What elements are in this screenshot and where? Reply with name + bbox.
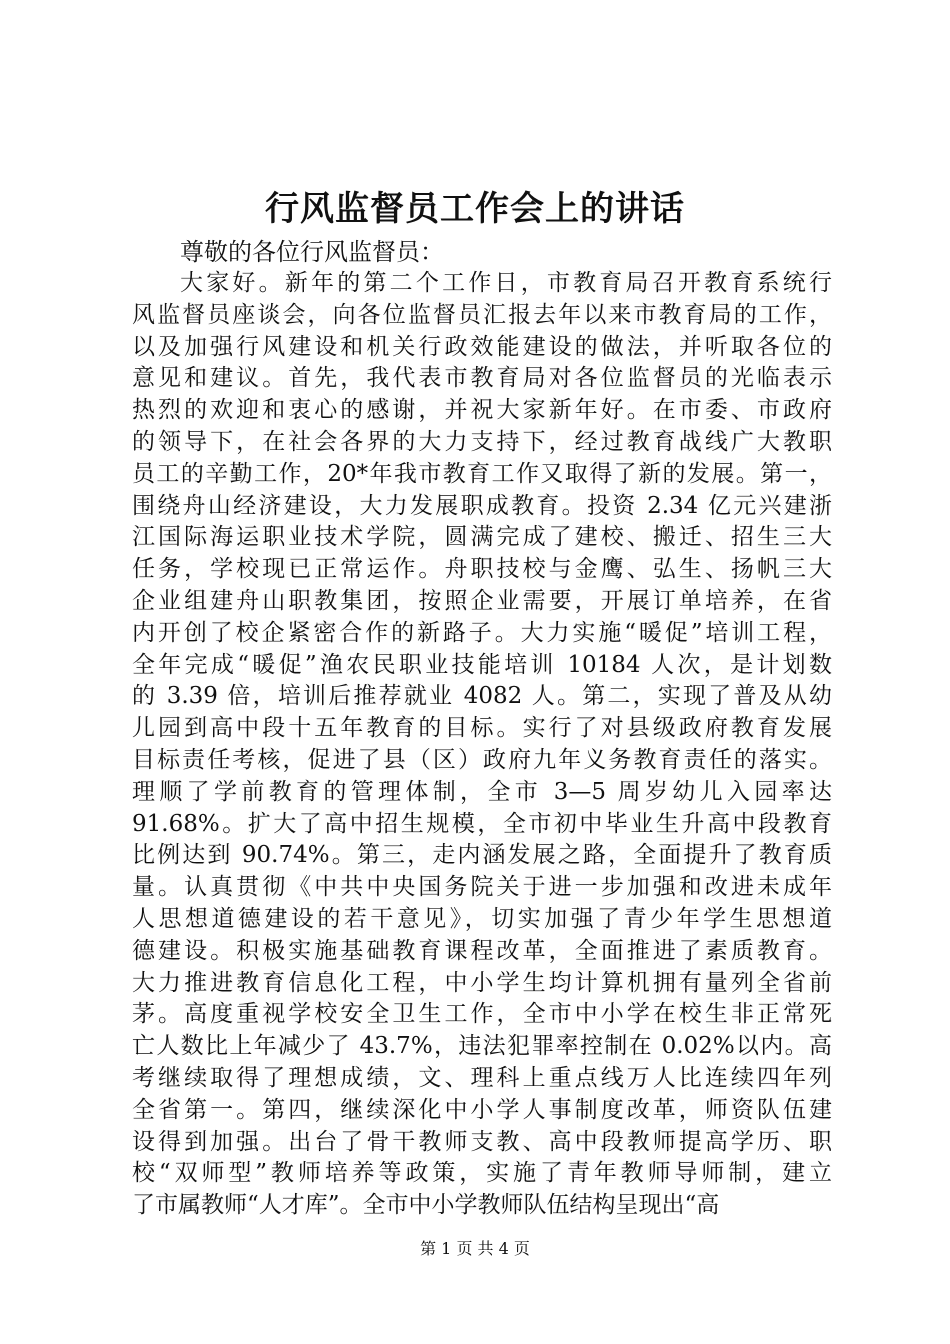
body-line: 围绕舟山经济建设，大力发展职成教育。投资 2.34 亿元兴建浙: [132, 492, 832, 519]
body-line: 大力推进教育信息化工程，中小学生均计算机拥有量列全省前: [132, 969, 832, 996]
body-line: 全省第一。第四，继续深化中小学人事制度改革，师资队伍建: [132, 1096, 832, 1123]
body-line: 儿园到高中段十五年教育的目标。实行了对县级政府教育发展: [132, 715, 832, 742]
body-line: 以及加强行风建设和机关行政效能建设的做法，并听取各位的: [132, 333, 832, 360]
body-line: 茅。高度重视学校安全卫生工作，全市中小学在校生非正常死: [132, 1001, 832, 1028]
body-line: 员工的辛勤工作，20*年我市教育工作又取得了新的发展。第一，: [132, 460, 832, 487]
body-line: 风监督员座谈会，向各位监督员汇报去年以来市教育局的工作，: [132, 301, 832, 328]
body-line: 目标责任考核，促进了县（区）政府九年义务教育责任的落实。: [132, 746, 832, 773]
body-line: 的 3.39 倍，培训后推荐就业 4082 人。第二，实现了普及从幼: [132, 683, 832, 710]
body-line: 全年完成“暖促”渔农民职业技能培训 10184 人次，是计划数: [132, 651, 832, 678]
body-line: 企业组建舟山职教集团，按照企业需要，开展订单培养，在省: [132, 587, 832, 614]
page-number: 第 1 页 共 4 页: [420, 1239, 530, 1258]
body-line: 的领导下，在社会各界的大力支持下，经过教育战线广大教职: [132, 428, 832, 455]
body-line: 人思想道德建设的若干意见》，切实加强了青少年学生思想道: [132, 905, 832, 932]
body-line: 考继续取得了理想成绩，文、理科上重点线万人比连续四年列: [132, 1064, 832, 1091]
body-line: 设得到加强。出台了骨干教师支教、高中段教师提高学历、职: [132, 1128, 832, 1155]
body-line: 意见和建议。首先，我代表市教育局对各位监督员的光临表示: [132, 365, 832, 392]
body-line: 德建设。积极实施基础教育课程改革，全面推进了素质教育。: [132, 937, 832, 964]
body-line: 量。认真贯彻《中共中央国务院关于进一步加强和改进未成年: [132, 874, 832, 901]
body-line: 内开创了校企紧密合作的新路子。大力实施“暖促”培训工程，: [132, 619, 832, 646]
body-line: 比例达到 90.74%。第三，走内涵发展之路，全面提升了教育质: [132, 842, 832, 869]
body-line: 亡人数比上年减少了 43.7%，违法犯罪率控制在 0.02%以内。高: [132, 1033, 832, 1060]
body-line: 大家好。新年的第二个工作日，市教育局召开教育系统行: [180, 270, 832, 296]
body-line: 任务，学校现已正常运作。舟职技校与金鹰、弘生、扬帆三大: [132, 556, 832, 583]
body-line: 了市属教师“人才库”。全市中小学教师队伍结构呈现出“高: [132, 1192, 720, 1219]
body-line: 热烈的欢迎和衷心的感谢，并祝大家新年好。在市委、市政府: [132, 397, 832, 424]
body-line: 江国际海运职业技术学院，圆满完成了建校、搬迁、招生三大: [132, 524, 832, 551]
document-title: 行风监督员工作会上的讲话: [265, 189, 685, 229]
body-line: 校“双师型”教师培养等政策，实施了青年教师导师制，建立: [132, 1160, 832, 1187]
salutation: 尊敬的各位行风监督员：: [180, 238, 444, 266]
body-line: 理顺了学前教育的管理体制，全市 3—5 周岁幼儿入园率达: [132, 778, 832, 805]
body-line: 91.68%。扩大了高中招生规模，全市初中毕业生升高中段教育: [132, 810, 832, 837]
body-text: [132, 268, 832, 1222]
